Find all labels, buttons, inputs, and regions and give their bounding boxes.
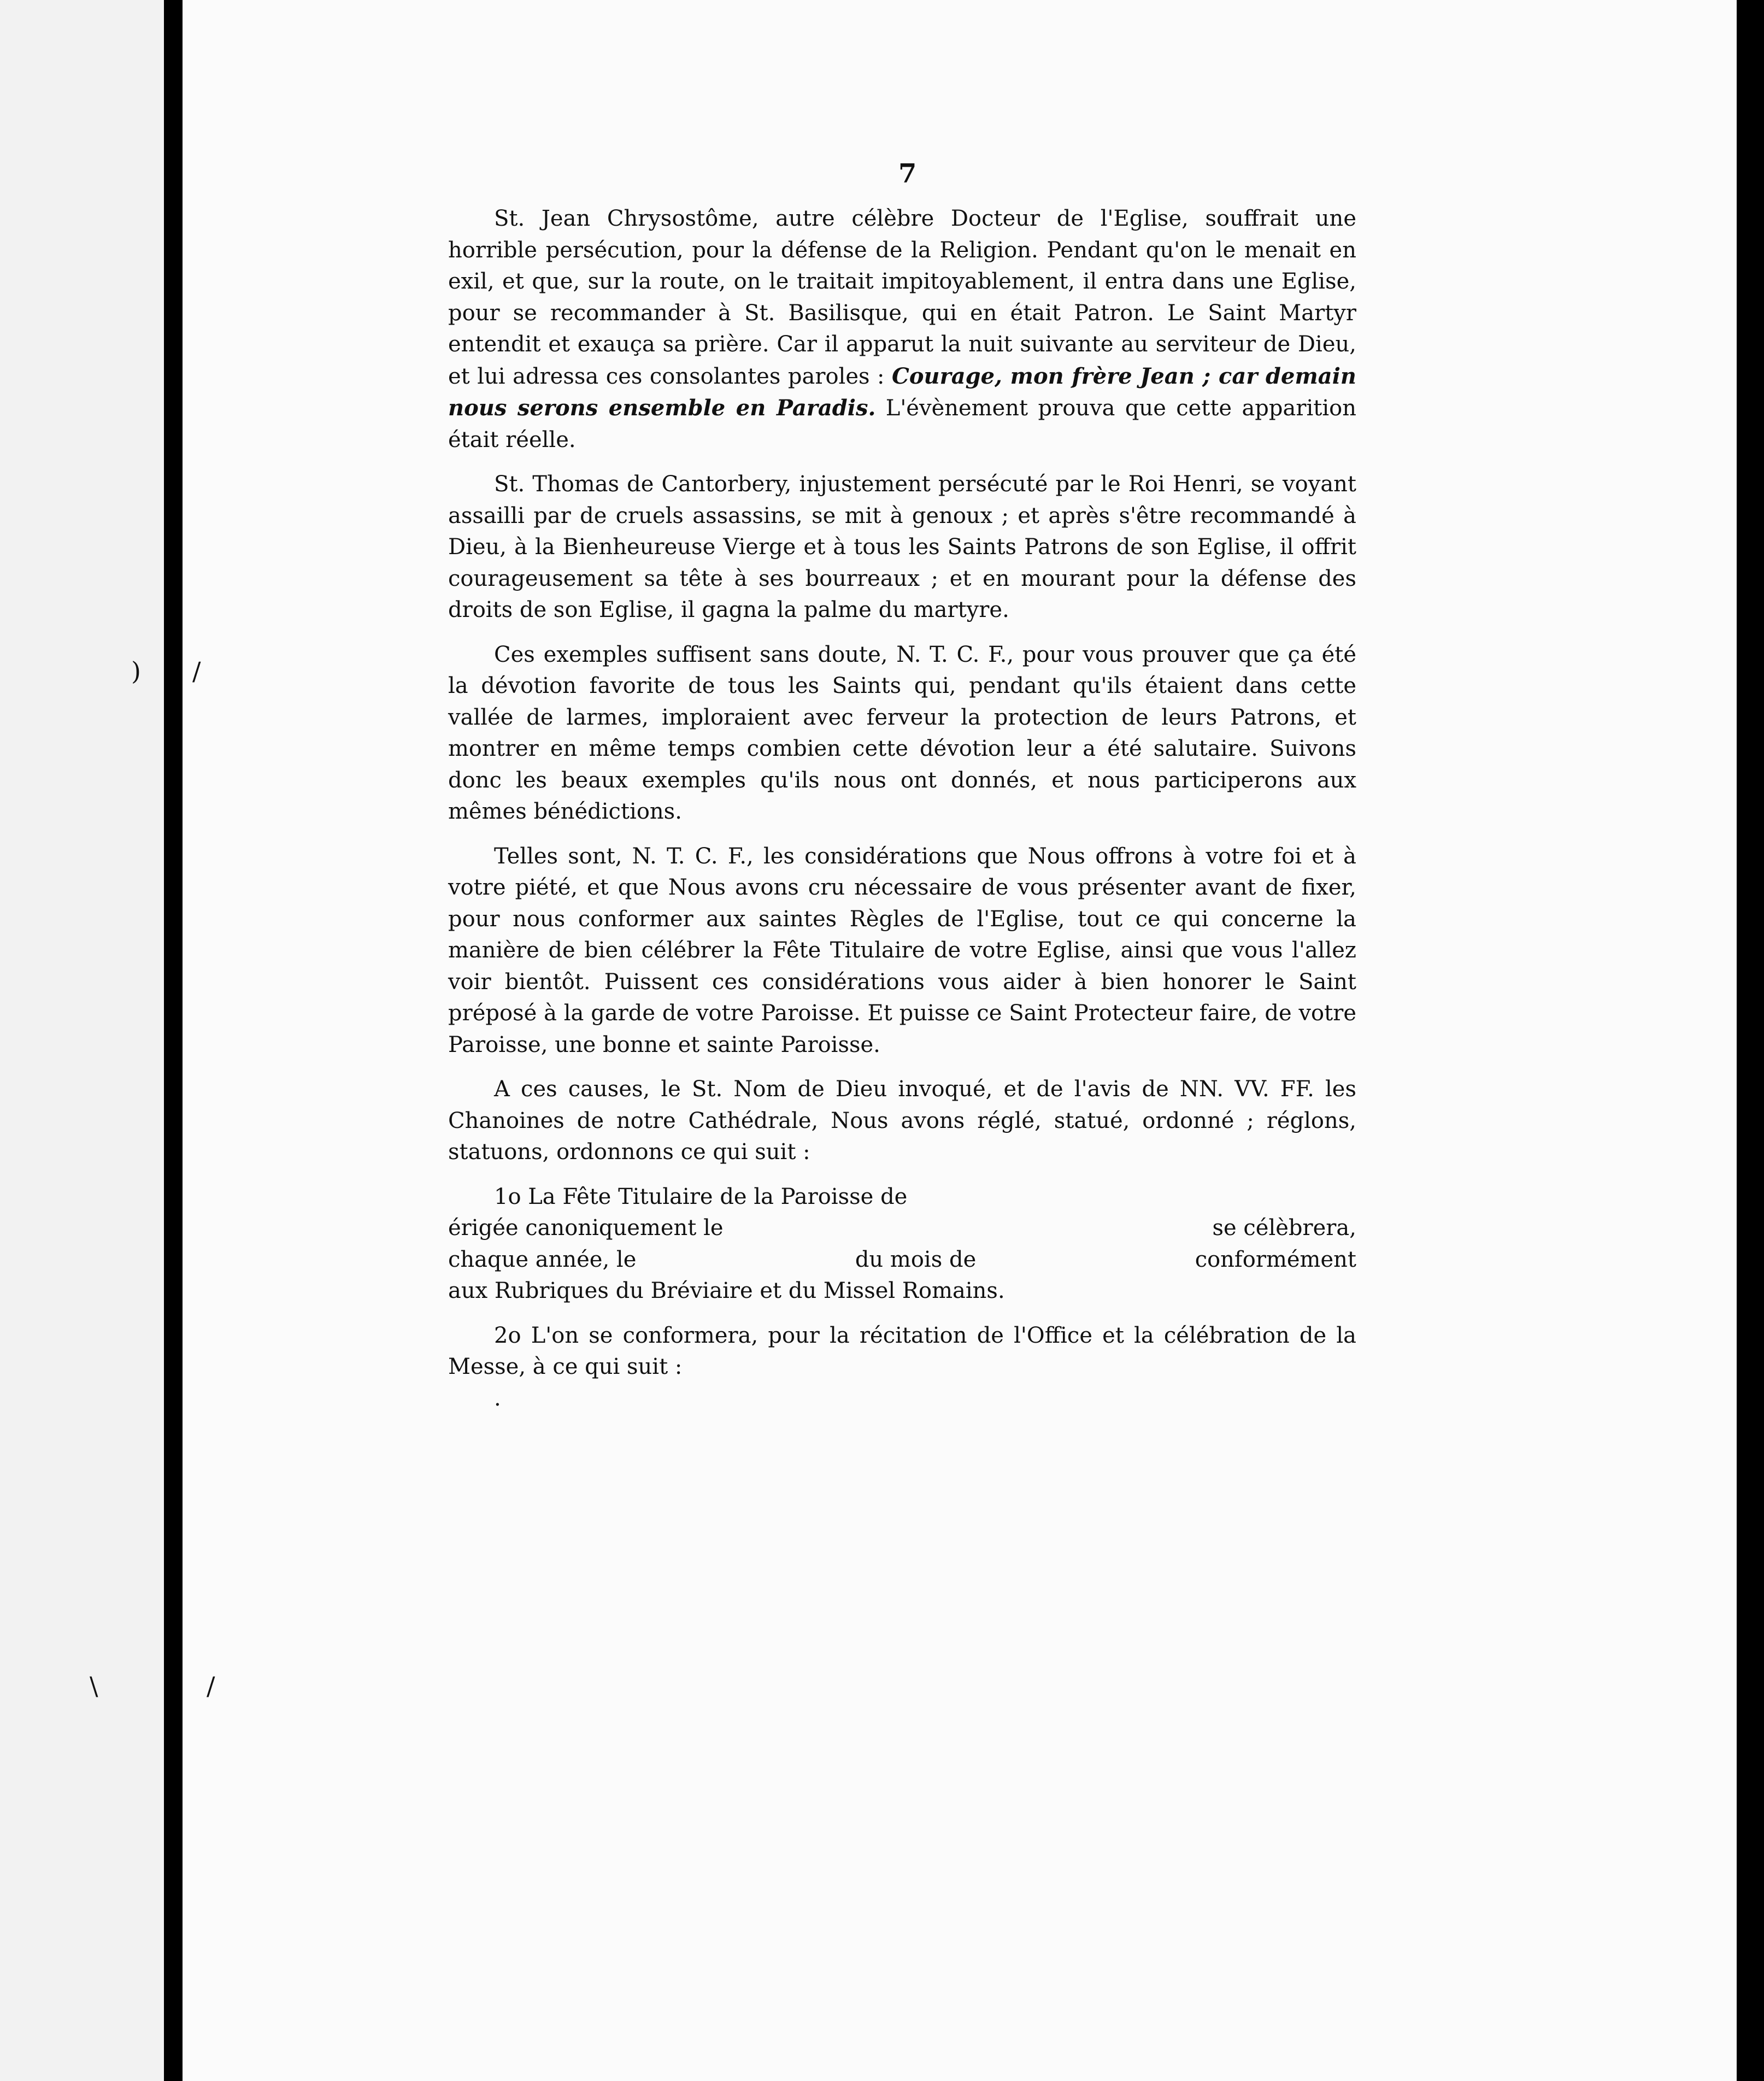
paragraph: Telles sont, N. T. C. F., les considérations que Nous offrons à votre foi et à votre piété, et que Nous avons cru nécessaire de vous présenter avant de fixer, pour nous conformer aux saintes Règles de l'Eglise, tout ce qui concerne la manière de bien célébrer la Fête Titulaire de votre Eglise, ainsi que vous l'allez voir bientôt. Puissent ces considérations vous aider à bien honorer le Saint préposé à la garde de votre Paroisse. Et puisse ce Saint Protecteur faire, de votre Paroisse, une bonne et sainte Paroisse. [448,843,1356,1057]
paragraph: Ces exemples suffisent sans doute, N. T. C. F., pour vous prouver que ça été la dévotion favorite de tous les Saints qui, pendant qu'ils étaient dans cette vallée de larmes, imploraient avec ferveur la protection de leurs Patrons, et montrer en même temps combien cette dévotion leur a été salutaire. Suivons donc les beaux exemples qu'ils nous ont donnés, et nous participerons aux mêmes bénédictions. [448,642,1356,824]
paragraph [448,203,1356,456]
clause-line: 1o La Fête Titulaire de la Paroisse de [494,1184,908,1209]
clause-2 [448,1320,1356,1415]
clause-line [448,1213,1356,1244]
clause-text: conformément [1195,1247,1356,1272]
body-text [448,203,1356,1427]
facing-page-edge [0,0,164,2081]
paragraph-text: L'évènement prouva que cette apparition était réelle. [448,396,1356,452]
margin-mark: \ [90,1671,98,1701]
clause-1 [448,1181,1356,1307]
margin-mark: / [207,1671,215,1701]
clause-text: érigée canoniquement le [448,1215,724,1241]
paragraph: St. Thomas de Cantorbery, injustement persécuté par le Roi Henri, se voyant assailli par de cruels assassins, se mit à genoux ; et après s'être recommandé à Dieu, à la Bienheureuse Vierge et à tous les Saints Patrons de son Eglise, il offrit courageusement sa tête à ses bourreaux ; et en mourant pour la défense des droits de son Eglise, il gagna la palme du martyre. [448,472,1356,622]
clause-text: se célèbrera, [1212,1215,1356,1241]
page-number: 7 [898,158,917,189]
book-gutter [164,0,183,2081]
paragraph-text: St. Jean Chrysostôme, autre célèbre Docteur de l'Eglise, souffrait une horrible persécution, pour la défense de la Religion. Pendant qu'on le menait en exil, et que, sur la route, on le traitait impitoyablement, il entra dans une Eglise, pour se recommander à St. Basilisque, qui en était Patron. Le Saint Martyr entendit et exauça sa prière. Car il apparut la nuit suivante au serviteur de Dieu, et lui adressa ces consolantes paroles : [448,206,1356,389]
italic-quote: Courage, mon frère Jean ; car demain nous serons ensemble en Paradis. [448,363,1356,421]
margin-mark: / [192,656,201,686]
stray-mark: . [494,1385,501,1411]
clause-text: du mois de [855,1247,977,1272]
clause-line: aux Rubriques du Bréviaire et du Missel Romains. [448,1278,1005,1303]
margin-mark: ) [131,656,141,686]
clause-text: 2o L'on se conformera, pour la récitation de l'Office et la célébration de la Messe, à ce qui suit : [448,1322,1356,1379]
paragraph: A ces causes, le St. Nom de Dieu invoqué, et de l'avis de NN. VV. FF. les Chanoines de notre Cathédrale, Nous avons réglé, statué, ordonné ; réglons, statuons, ordonnons ce qui suit : [448,1077,1356,1165]
clause-text: chaque année, le [448,1247,637,1272]
page-edge [1737,0,1764,2081]
clause-line [448,1244,1356,1276]
